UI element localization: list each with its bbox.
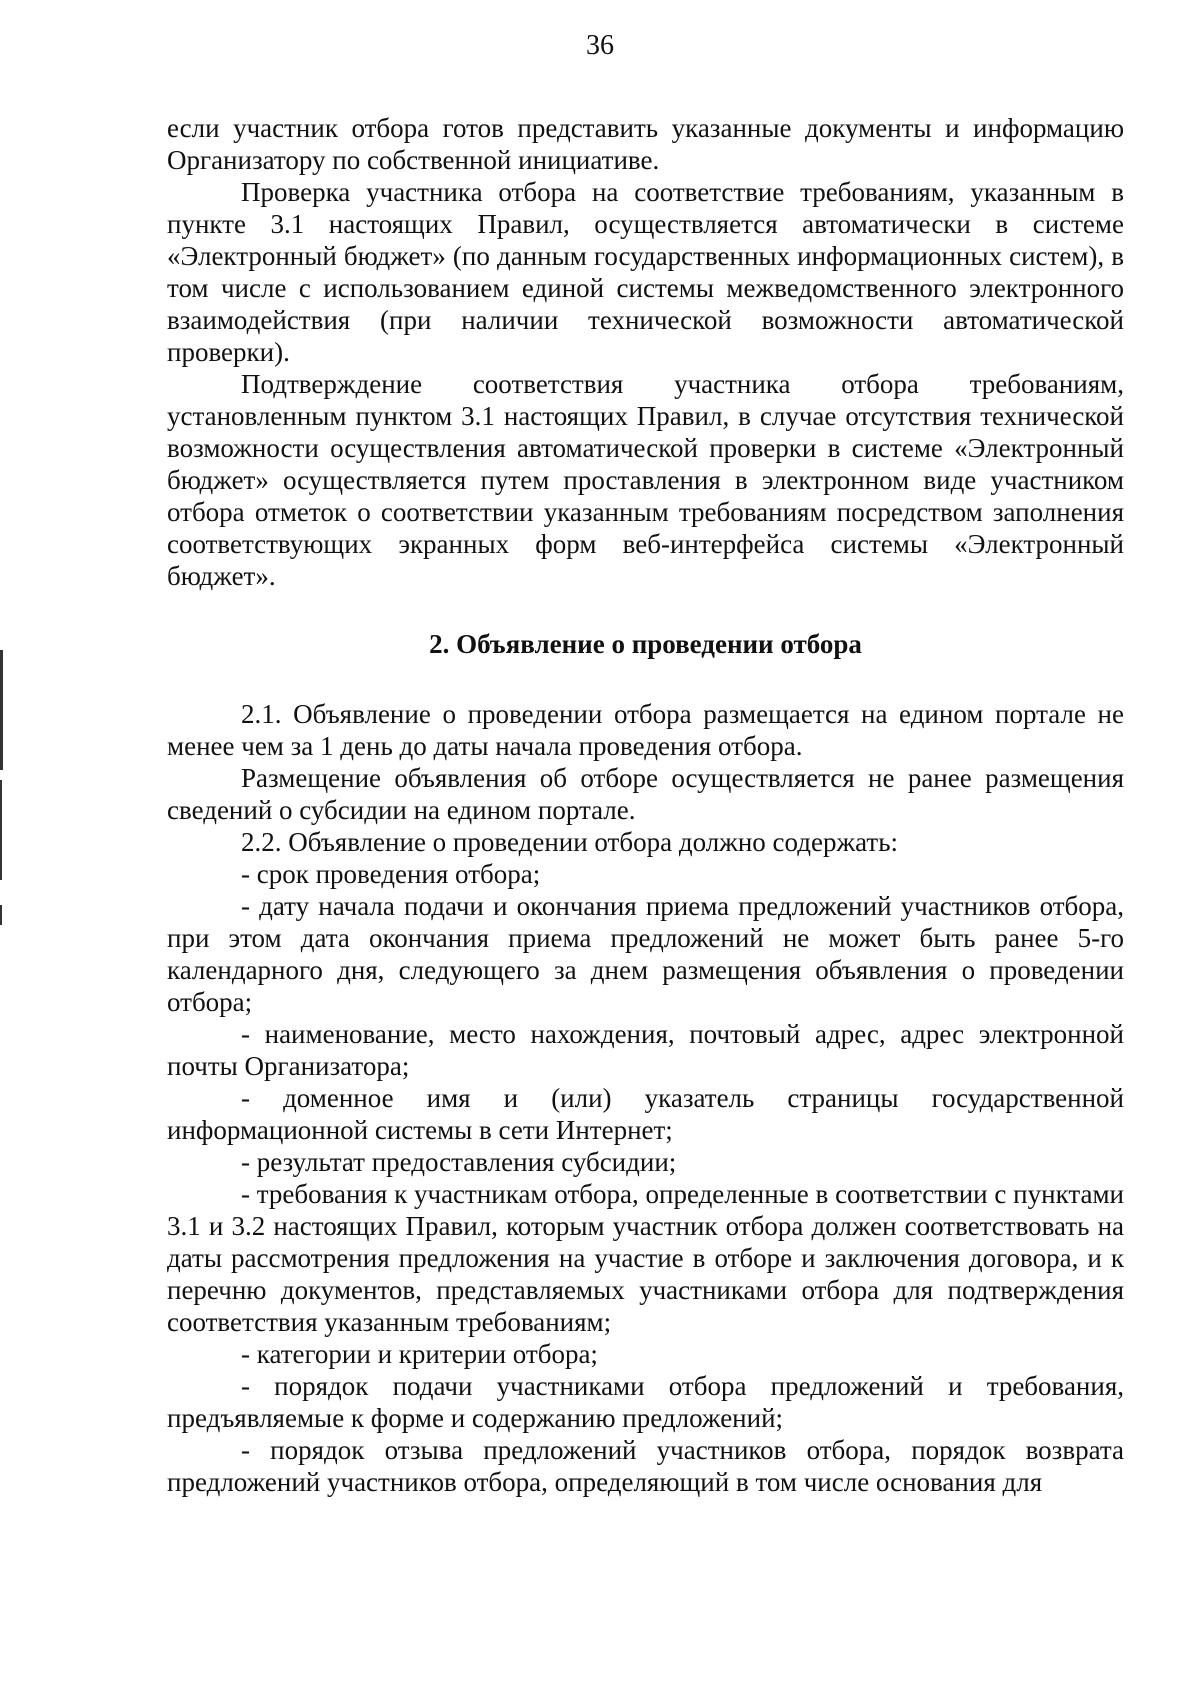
document-body: [167, 112, 1124, 1498]
list-item: - наименование, место нахождения, почтовый адрес, адрес электронной почты Организатора;: [167, 1019, 1124, 1081]
scan-edge-mark: [0, 780, 2, 880]
list-item: - порядок подачи участниками отбора предложений и требования, предъявляемые к форме и содержанию предложений;: [167, 1371, 1124, 1433]
list-item: - дату начала подачи и окончания приема предложений участников отбора, при этом дата окончания приема предложений не может быть ранее 5-го календарного дня, следующего за днем размещения объявления о проведении отбора;: [167, 891, 1124, 1017]
paragraph: Проверка участника отбора на соответствие требованиям, указанным в пункте 3.1 настоящих Правил, осуществляется автоматически в системе «Электронный бюджет» (по данным государственных информационных систем), в том числе с использованием единой системы межведомственного электронного взаимодействия (при наличии технической возможности автоматической проверки).: [167, 177, 1124, 367]
paragraph: Подтверждение соответствия участника отбора требованиям, установленным пунктом 3.1 настоящих Правил, в случае отсутствия технической возможности осуществления автоматической проверки в системе «Электронный бюджет» осуществляется путем проставления в электронном виде участником отбора отметок о соответствии указанным требованиям посредством заполнения соответствующих экранных форм веб-интерфейса системы «Электронный бюджет».: [167, 369, 1124, 591]
paragraph: если участник отбора готов представить указанные документы и информацию Организатору по собственной инициативе.: [167, 113, 1124, 175]
scan-edge-mark: [0, 650, 3, 770]
paragraph: Размещение объявления об отборе осуществляется не ранее размещения сведений о субсидии на едином портале.: [167, 763, 1124, 825]
scan-edge-mark: [0, 905, 2, 925]
paragraph: 2.2. Объявление о проведении отбора должно содержать:: [241, 827, 899, 857]
list-item: - требования к участникам отбора, определенные в соответствии с пунктами 3.1 и 3.2 настоящих Правил, которым участник отбора должен соответствовать на даты рассмотрения предложения на участие в отборе и заключения договора, и к перечню документов, представляемых участниками отбора для подтверждения соответствия указанным требованиям;: [167, 1179, 1124, 1337]
section-heading: 2. Объявление о проведении отбора: [429, 629, 862, 659]
list-item: - срок проведения отбора;: [241, 859, 541, 889]
list-item: - порядок отзыва предложений участников отбора, порядок возврата предложений участников отбора, определяющий в том числе основания для: [167, 1435, 1124, 1497]
page-number: 36: [586, 30, 614, 61]
list-item: - категории и критерии отбора;: [241, 1339, 598, 1369]
paragraph: 2.1. Объявление о проведении отбора размещается на едином портале не менее чем за 1 день до даты начала проведения отбора.: [167, 699, 1124, 761]
list-item: - доменное имя и (или) указатель страницы государственной информационной системы в сети Интернет;: [167, 1083, 1124, 1145]
list-item: - результат предоставления субсидии;: [241, 1147, 677, 1177]
